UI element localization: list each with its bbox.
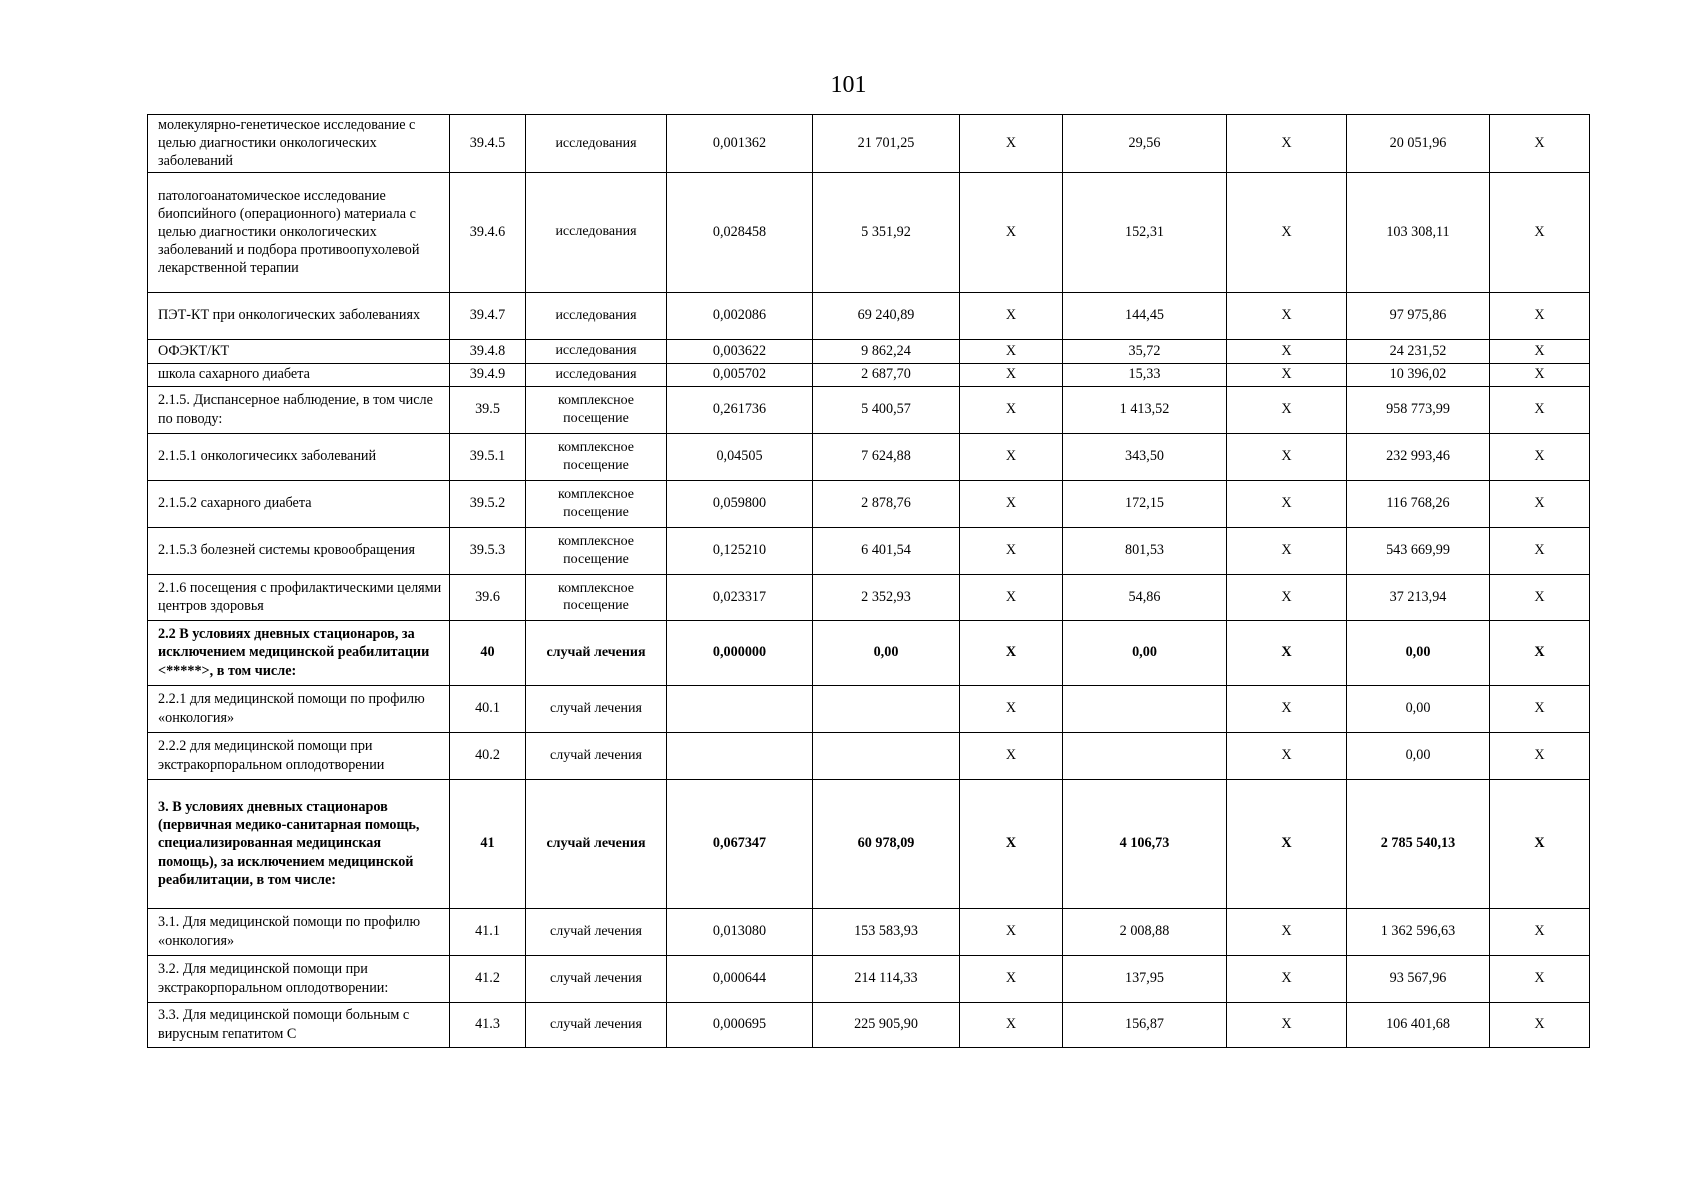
row-x-cell: X (1490, 908, 1590, 955)
row-x-cell: X (1227, 339, 1347, 363)
row-name-cell: 3.1. Для медицинской помощи по профилю «онкология» (148, 908, 450, 955)
row-cost-cell: 5 400,57 (813, 386, 960, 433)
row-x-cell: X (960, 685, 1063, 732)
row-x-cell: X (1490, 779, 1590, 908)
row-x-cell: X (960, 527, 1063, 574)
row-total-cell: 0,00 (1347, 620, 1490, 685)
table-row (148, 292, 1590, 339)
row-name-cell: 3.2. Для медицинской помощи при экстракорпоральном оплодотворении: (148, 955, 450, 1002)
row-total-cell: 20 051,96 (1347, 115, 1490, 173)
row-x-cell: X (960, 574, 1063, 620)
table-row (148, 363, 1590, 386)
row-x-cell: X (1490, 292, 1590, 339)
row-x-cell: X (1227, 115, 1347, 173)
data-table (147, 114, 1590, 1048)
row-x-cell: X (1227, 685, 1347, 732)
row-x-cell: X (960, 779, 1063, 908)
table-row (148, 386, 1590, 433)
table-body (148, 115, 1590, 1048)
row-norm-cell: 0,002086 (667, 292, 813, 339)
row-x-cell: X (1490, 1002, 1590, 1047)
row-x-cell: X (960, 908, 1063, 955)
row-x-cell: X (1490, 732, 1590, 779)
row-total-cell: 958 773,99 (1347, 386, 1490, 433)
table-row (148, 955, 1590, 1002)
row-norm-cell: 0,013080 (667, 908, 813, 955)
row-cost-cell: 0,00 (813, 620, 960, 685)
row-x-cell: X (960, 363, 1063, 386)
row-per-capita-cell: 0,00 (1063, 620, 1227, 685)
row-total-cell: 2 785 540,13 (1347, 779, 1490, 908)
row-cost-cell: 21 701,25 (813, 115, 960, 173)
table-row (148, 779, 1590, 908)
row-code-cell: 39.4.5 (450, 115, 526, 173)
row-unit-cell: случай лечения (526, 620, 667, 685)
row-total-cell: 103 308,11 (1347, 172, 1490, 292)
row-cost-cell: 153 583,93 (813, 908, 960, 955)
row-per-capita-cell: 54,86 (1063, 574, 1227, 620)
row-unit-cell: случай лечения (526, 1002, 667, 1047)
row-cost-cell (813, 685, 960, 732)
row-x-cell: X (960, 172, 1063, 292)
row-x-cell: X (960, 732, 1063, 779)
row-code-cell: 41.2 (450, 955, 526, 1002)
row-name-cell: ОФЭКТ/КТ (148, 339, 450, 363)
row-x-cell: X (1227, 292, 1347, 339)
row-code-cell: 39.5 (450, 386, 526, 433)
row-total-cell: 10 396,02 (1347, 363, 1490, 386)
row-unit-cell: случай лечения (526, 732, 667, 779)
row-unit-cell: исследования (526, 363, 667, 386)
row-code-cell: 39.4.6 (450, 172, 526, 292)
row-name-cell: 2.1.5.3 болезней системы кровообращения (148, 527, 450, 574)
table-row (148, 433, 1590, 480)
row-per-capita-cell: 152,31 (1063, 172, 1227, 292)
row-cost-cell: 5 351,92 (813, 172, 960, 292)
row-per-capita-cell (1063, 685, 1227, 732)
row-norm-cell: 0,023317 (667, 574, 813, 620)
row-cost-cell: 2 878,76 (813, 480, 960, 527)
row-norm-cell: 0,067347 (667, 779, 813, 908)
row-name-cell: школа сахарного диабета (148, 363, 450, 386)
row-x-cell: X (960, 433, 1063, 480)
row-x-cell: X (1490, 527, 1590, 574)
row-unit-cell: исследования (526, 115, 667, 173)
row-x-cell: X (960, 480, 1063, 527)
row-name-cell: 2.2 В условиях дневных стационаров, за исключением медицинской реабилитации <*****>, в том числе: (148, 620, 450, 685)
row-code-cell: 41.1 (450, 908, 526, 955)
row-cost-cell: 69 240,89 (813, 292, 960, 339)
row-norm-cell: 0,000644 (667, 955, 813, 1002)
row-name-cell: 2.2.2 для медицинской помощи при экстракорпоральном оплодотворении (148, 732, 450, 779)
row-code-cell: 40.1 (450, 685, 526, 732)
row-norm-cell: 0,028458 (667, 172, 813, 292)
table-row (148, 480, 1590, 527)
row-unit-cell: исследования (526, 172, 667, 292)
row-unit-cell: случай лечения (526, 955, 667, 1002)
row-name-cell: 2.1.5.1 онкологичесикх заболеваний (148, 433, 450, 480)
row-total-cell: 93 567,96 (1347, 955, 1490, 1002)
row-x-cell: X (1227, 527, 1347, 574)
row-total-cell: 232 993,46 (1347, 433, 1490, 480)
row-name-cell: 2.2.1 для медицинской помощи по профилю «онкология» (148, 685, 450, 732)
table-row (148, 732, 1590, 779)
row-norm-cell: 0,04505 (667, 433, 813, 480)
row-unit-cell: случай лечения (526, 685, 667, 732)
row-unit-cell: исследования (526, 292, 667, 339)
row-per-capita-cell (1063, 732, 1227, 779)
row-norm-cell: 0,005702 (667, 363, 813, 386)
row-per-capita-cell: 156,87 (1063, 1002, 1227, 1047)
row-x-cell: X (1490, 339, 1590, 363)
row-x-cell: X (1227, 574, 1347, 620)
row-total-cell: 0,00 (1347, 732, 1490, 779)
row-total-cell: 543 669,99 (1347, 527, 1490, 574)
row-x-cell: X (1227, 480, 1347, 527)
row-norm-cell: 0,059800 (667, 480, 813, 527)
row-x-cell: X (960, 339, 1063, 363)
row-per-capita-cell: 15,33 (1063, 363, 1227, 386)
row-x-cell: X (1227, 732, 1347, 779)
row-code-cell: 39.5.3 (450, 527, 526, 574)
row-per-capita-cell: 1 413,52 (1063, 386, 1227, 433)
row-total-cell: 1 362 596,63 (1347, 908, 1490, 955)
row-code-cell: 41 (450, 779, 526, 908)
row-per-capita-cell: 29,56 (1063, 115, 1227, 173)
row-code-cell: 41.3 (450, 1002, 526, 1047)
row-name-cell: 2.1.5.2 сахарного диабета (148, 480, 450, 527)
table-row (148, 908, 1590, 955)
row-per-capita-cell: 343,50 (1063, 433, 1227, 480)
row-total-cell: 0,00 (1347, 685, 1490, 732)
row-cost-cell: 2 352,93 (813, 574, 960, 620)
row-name-cell: 2.1.5. Диспансерное наблюдение, в том числе по поводу: (148, 386, 450, 433)
row-code-cell: 39.5.2 (450, 480, 526, 527)
table-row (148, 527, 1590, 574)
row-code-cell: 40 (450, 620, 526, 685)
row-unit-cell: комплексное посещение (526, 480, 667, 527)
row-x-cell: X (1490, 172, 1590, 292)
row-cost-cell: 214 114,33 (813, 955, 960, 1002)
row-code-cell: 39.4.8 (450, 339, 526, 363)
row-norm-cell: 0,000000 (667, 620, 813, 685)
row-name-cell: 3. В условиях дневных стационаров (первичная медико-санитарная помощь, специализированная медицинская помощь), за исключением медицинской реабилитации, в том числе: (148, 779, 450, 908)
row-total-cell: 97 975,86 (1347, 292, 1490, 339)
row-total-cell: 37 213,94 (1347, 574, 1490, 620)
row-x-cell: X (1227, 779, 1347, 908)
row-total-cell: 116 768,26 (1347, 480, 1490, 527)
row-per-capita-cell: 144,45 (1063, 292, 1227, 339)
row-x-cell: X (1227, 955, 1347, 1002)
row-cost-cell: 6 401,54 (813, 527, 960, 574)
row-per-capita-cell: 2 008,88 (1063, 908, 1227, 955)
row-code-cell: 40.2 (450, 732, 526, 779)
row-x-cell: X (1490, 955, 1590, 1002)
row-x-cell: X (1227, 172, 1347, 292)
row-code-cell: 39.6 (450, 574, 526, 620)
row-x-cell: X (960, 1002, 1063, 1047)
row-per-capita-cell: 801,53 (1063, 527, 1227, 574)
row-cost-cell (813, 732, 960, 779)
table-row (148, 1002, 1590, 1047)
row-unit-cell: комплексное посещение (526, 574, 667, 620)
row-unit-cell: комплексное посещение (526, 433, 667, 480)
row-norm-cell: 0,125210 (667, 527, 813, 574)
row-cost-cell: 7 624,88 (813, 433, 960, 480)
row-x-cell: X (1490, 574, 1590, 620)
row-norm-cell (667, 732, 813, 779)
row-x-cell: X (1227, 1002, 1347, 1047)
page-number: 101 (830, 72, 867, 98)
row-name-cell: патологоанатомическое исследование биопсийного (операционного) материала с целью диагностики онкологических заболеваний и подбора противоопухолевой лекарственной терапии (148, 172, 450, 292)
row-unit-cell: случай лечения (526, 779, 667, 908)
row-cost-cell: 60 978,09 (813, 779, 960, 908)
row-cost-cell: 2 687,70 (813, 363, 960, 386)
row-norm-cell (667, 685, 813, 732)
row-per-capita-cell: 172,15 (1063, 480, 1227, 527)
row-x-cell: X (1227, 386, 1347, 433)
row-norm-cell: 0,003622 (667, 339, 813, 363)
row-x-cell: X (1490, 386, 1590, 433)
row-x-cell: X (1490, 363, 1590, 386)
row-total-cell: 24 231,52 (1347, 339, 1490, 363)
row-name-cell: ПЭТ-КТ при онкологических заболеваниях (148, 292, 450, 339)
row-x-cell: X (1227, 908, 1347, 955)
row-name-cell: молекулярно-генетическое исследование с целью диагностики онкологических заболеваний (148, 115, 450, 173)
row-norm-cell: 0,261736 (667, 386, 813, 433)
row-norm-cell: 0,001362 (667, 115, 813, 173)
row-cost-cell: 225 905,90 (813, 1002, 960, 1047)
table-row (148, 115, 1590, 173)
table-row (148, 685, 1590, 732)
row-x-cell: X (960, 115, 1063, 173)
row-x-cell: X (960, 620, 1063, 685)
row-per-capita-cell: 35,72 (1063, 339, 1227, 363)
row-x-cell: X (1490, 685, 1590, 732)
row-name-cell: 3.3. Для медицинской помощи больным с вирусным гепатитом С (148, 1002, 450, 1047)
row-name-cell: 2.1.6 посещения с профилактическими целями центров здоровья (148, 574, 450, 620)
row-x-cell: X (960, 292, 1063, 339)
row-norm-cell: 0,000695 (667, 1002, 813, 1047)
row-x-cell: X (1490, 620, 1590, 685)
row-cost-cell: 9 862,24 (813, 339, 960, 363)
row-code-cell: 39.4.9 (450, 363, 526, 386)
row-unit-cell: исследования (526, 339, 667, 363)
row-x-cell: X (1490, 115, 1590, 173)
row-code-cell: 39.4.7 (450, 292, 526, 339)
row-unit-cell: комплексное посещение (526, 527, 667, 574)
row-x-cell: X (960, 386, 1063, 433)
row-per-capita-cell: 137,95 (1063, 955, 1227, 1002)
row-per-capita-cell: 4 106,73 (1063, 779, 1227, 908)
row-x-cell: X (1227, 363, 1347, 386)
row-x-cell: X (960, 955, 1063, 1002)
table-row (148, 339, 1590, 363)
table-row (148, 172, 1590, 292)
row-x-cell: X (1227, 620, 1347, 685)
table-row (148, 620, 1590, 685)
table-row (148, 574, 1590, 620)
row-unit-cell: комплексное посещение (526, 386, 667, 433)
row-unit-cell: случай лечения (526, 908, 667, 955)
row-x-cell: X (1227, 433, 1347, 480)
row-x-cell: X (1490, 480, 1590, 527)
row-code-cell: 39.5.1 (450, 433, 526, 480)
row-x-cell: X (1490, 433, 1590, 480)
row-total-cell: 106 401,68 (1347, 1002, 1490, 1047)
